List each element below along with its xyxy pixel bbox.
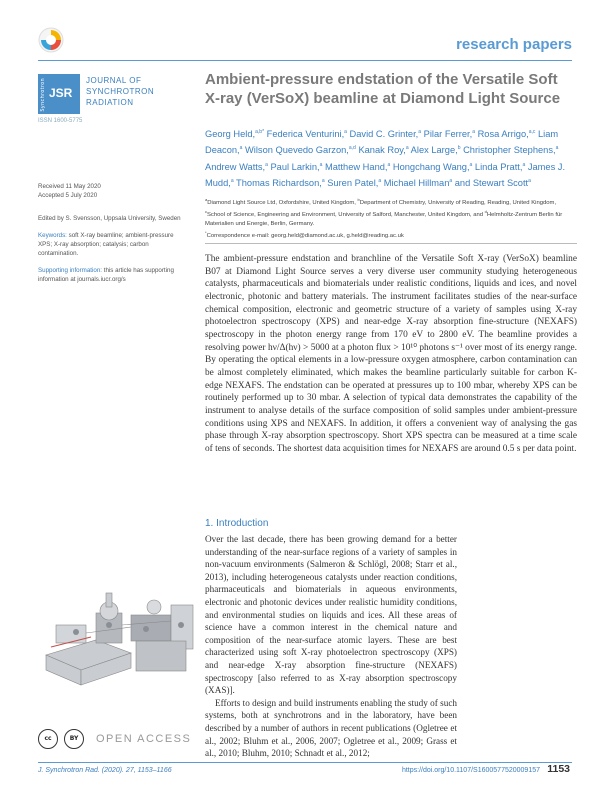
edited-by: Edited by S. Svensson, Uppsala University, Sweden: [38, 215, 181, 222]
author-affiliation-mark: a: [528, 178, 531, 185]
author-name: Andrew Watts,: [205, 161, 266, 172]
issn: ISSN 1600-5775: [38, 118, 83, 124]
section-label: research papers: [456, 36, 572, 53]
crossmark-icon[interactable]: [38, 27, 64, 53]
author-name: Michael Hillman: [383, 178, 450, 189]
author-name: Liam Deacon,: [205, 129, 559, 156]
author-affiliation-mark: a,d: [348, 145, 356, 152]
author-name: Paul Larkin,: [270, 161, 320, 172]
journal-name-line: RADIATION: [86, 98, 134, 107]
author-name: Wilson Quevedo Garzon,: [245, 145, 349, 156]
author-name: Georg Held,: [205, 129, 256, 140]
author-affiliation-mark: a: [522, 161, 526, 168]
keywords-label: Keywords:: [38, 232, 67, 239]
author-name: Matthew Hand,: [324, 161, 388, 172]
author-affiliation-mark: a: [230, 178, 234, 185]
author-affiliation-mark: a: [319, 161, 323, 168]
journal-logo-side-text: Synchrotron: [40, 78, 46, 112]
author-name: Christopher Stephens,: [463, 145, 556, 156]
supporting-label: Supporting information:: [38, 267, 102, 274]
author-name: Linda Pratt,: [474, 161, 523, 172]
accepted-date: Accepted 5 July 2020: [38, 192, 98, 199]
author-affiliation-mark: a: [387, 161, 391, 168]
footer-citation: J. Synchrotron Rad. (2020). 27, 1153–1166: [38, 767, 172, 774]
open-access-label: OPEN ACCESS: [96, 733, 192, 745]
author-affiliation-mark: a: [265, 161, 268, 168]
by-icon: BY: [64, 729, 84, 749]
affiliations: $^a$Diamond Light Source Ltd, Oxfordshire, United Kingdom, $^b$Department of Chemistry, University of Reading, Reading, United Kingdom, $^c$School of Science, Engineering and Environment, University of Salford, Manchester, United Kingdom, and $^d$Helmholtz-Zentrum Berlin für Materialien und Energie, Berlin, Germany. *Correspondence e-mail: georg.held@diamond.ac.uk, g.held@reading.ac.uk: [205, 197, 563, 239]
endstation-illustration: [36, 585, 204, 693]
author-affiliation-mark: a: [449, 178, 453, 185]
author-affiliation-mark: a: [321, 178, 325, 185]
license-badge: [38, 729, 191, 749]
author-name: James J. Mudd,: [205, 161, 566, 189]
doi-link[interactable]: https://doi.org/10.1107/S1600577520009157: [401, 767, 540, 774]
article-title: [205, 70, 575, 108]
footer-divider: [38, 762, 572, 763]
journal-name-line: SYNCHROTRON: [86, 87, 155, 96]
intro-paragraph: Over the last decade, there has been growing demand for a better understanding of the near-surface regions of a variety of samples in non-vacuum environments (Salmeron & Schlögl, 2008; Starr et al., 2013), including heterogeneous catalysts under reaction conditions, pharmaceuticals and biomaterials in aqueous environments, electronic and photonic devices under realistic humidity conditions, and environmental studies on liquids and ices. All these areas of science have a common interest in the chemical nature and composition of the near-surface atomic layers. These are best characterized using soft X-ray photoelectron spectroscopy (XPS) and near-edge X-ray absorption fine-structure (NEXAFS) spectroscopy [also referred to as X-ray absorption spectroscopy (XAS)].: [205, 534, 457, 696]
author-name: Federica Venturini,: [266, 129, 345, 140]
author-name: David C. Grinter,: [349, 129, 419, 140]
affiliation-a: Diamond Light Source Ltd, Oxfordshire, United Kingdom,: [207, 199, 356, 206]
intro-paragraph: Efforts to design and build instruments enabling the study of such systems, both at synchrotrons and in the laboratory, have been described by a number of authors in recent publications (Ogletree et al., 2002; Bluhm et al., 2006, 2007; Ogletree et al., 2009; Grass et al., 2010; Bluhm, 2010; Schnadt et al., 2012;: [205, 697, 457, 759]
correspondence-email[interactable]: Correspondence e-mail: georg.held@diamond.ac.uk, g.held@reading.ac.uk: [206, 232, 404, 239]
author-affiliation-mark: a: [239, 145, 243, 152]
author-list: [205, 125, 575, 191]
header-divider: [38, 60, 572, 61]
journal-name-line: JOURNAL OF: [86, 76, 142, 85]
author-affiliation-mark: a: [344, 129, 347, 135]
intro-text: [205, 533, 457, 760]
journal-name: [86, 75, 154, 108]
journal-logo: [38, 74, 80, 114]
section-heading: 1. Introduction: [205, 518, 269, 529]
author-name: Pilar Ferrer,: [423, 129, 473, 140]
author-affiliation-mark: a,c: [528, 129, 536, 135]
page-number: 1153: [547, 763, 570, 775]
author-affiliation-mark: a: [405, 145, 409, 152]
author-name: and Stewart Scott: [454, 178, 529, 189]
author-affiliation-mark: a: [469, 161, 473, 168]
author-affiliation-mark: a: [378, 178, 382, 185]
affiliation-b: Department of Chemistry, University of Reading, Reading, United Kingdom,: [359, 199, 557, 206]
cc-icon: cc: [38, 729, 58, 749]
supporting-info-link[interactable]: this article has supporting information at journals.iucr.org/s: [38, 267, 174, 283]
author-name: Kanak Roy,: [358, 145, 406, 156]
title-line: X-ray (VerSoX) beamline at Diamond Light Source: [205, 90, 561, 107]
journal-logo-abbr: JSR: [49, 86, 73, 100]
author-name: Thomas Richardson,: [236, 178, 322, 189]
author-name: Rosa Arrigo,: [477, 129, 529, 140]
keywords: soft X-ray beamline; ambient-pressure XPS; X-ray absorption; catalysis; carbon contamination.: [38, 232, 174, 257]
author-name: Suren Patel,: [327, 178, 379, 189]
author-affiliation-mark: a: [418, 129, 422, 135]
author-name: Alex Large,: [410, 145, 458, 156]
author-affiliation-mark: a: [555, 145, 559, 152]
received-date: Received 11 May 2020: [38, 183, 101, 190]
author-affiliation-mark: a,b*: [255, 129, 265, 135]
author-affiliation-mark: a: [472, 129, 475, 135]
title-line: Ambient-pressure endstation of the Versatile Soft: [205, 71, 558, 88]
affiliation-divider: [205, 243, 577, 244]
author-affiliation-mark: b: [457, 145, 461, 152]
author-name: Hongchang Wang,: [392, 161, 470, 172]
article-meta: [38, 182, 188, 292]
affiliation-d: Helmholtz-Zentrum Berlin für Materialien und Energie, Berlin, Germany.: [205, 211, 563, 227]
abstract: The ambient-pressure endstation and branchline of the Versatile Soft X-ray (VerSoX) beamline B07 at Diamond Light Source serves a very diverse user community studying heterogeneous catalysts, pharmaceuticals and biomaterials under realistic conditions, liquids and ices, and novel electronic, photonic and battery materials. The instrument facilitates studies of the near-surface chemical composition, electronic and geometric structure of a variety of samples using X-ray photoelectron spectroscopy (XPS) and near-edge X-ray absorption fine-structure (NEXAFS) spectroscopy in the photon energy range from 170 eV to 2800 eV. The beamline provides a resolving power hν/Δ(hν) > 5000 at a photon flux > 10¹⁰ photons s⁻¹ over most of its energy range. By operating the optical elements in a low-pressure oxygen atmosphere, carbon contamination can be almost completely eliminated, which makes the beamline particularly suitable for carbon K-edge NEXAFS. The endstation can be operated at pressures up to 100 mbar, whereby XPS can be routinely performed up to 30 mbar. A selection of typical data demonstrates the capability of the instrument to analyse details of the surface composition of solid samples under ambient-pressure conditions using XPS and NEXAFS. In addition, it offers a convenient way of analysing the gas phase through X-ray absorption spectroscopy. Short XPS spectra can be measured at a time scale of tens of seconds. The shortest data acquisition times for NEXAFS are around 0.5 s per data point.: [205, 254, 577, 454]
affiliation-c: School of Science, Engineering and Environment, University of Salford, Manchester, United Kingdom, and: [207, 211, 484, 218]
